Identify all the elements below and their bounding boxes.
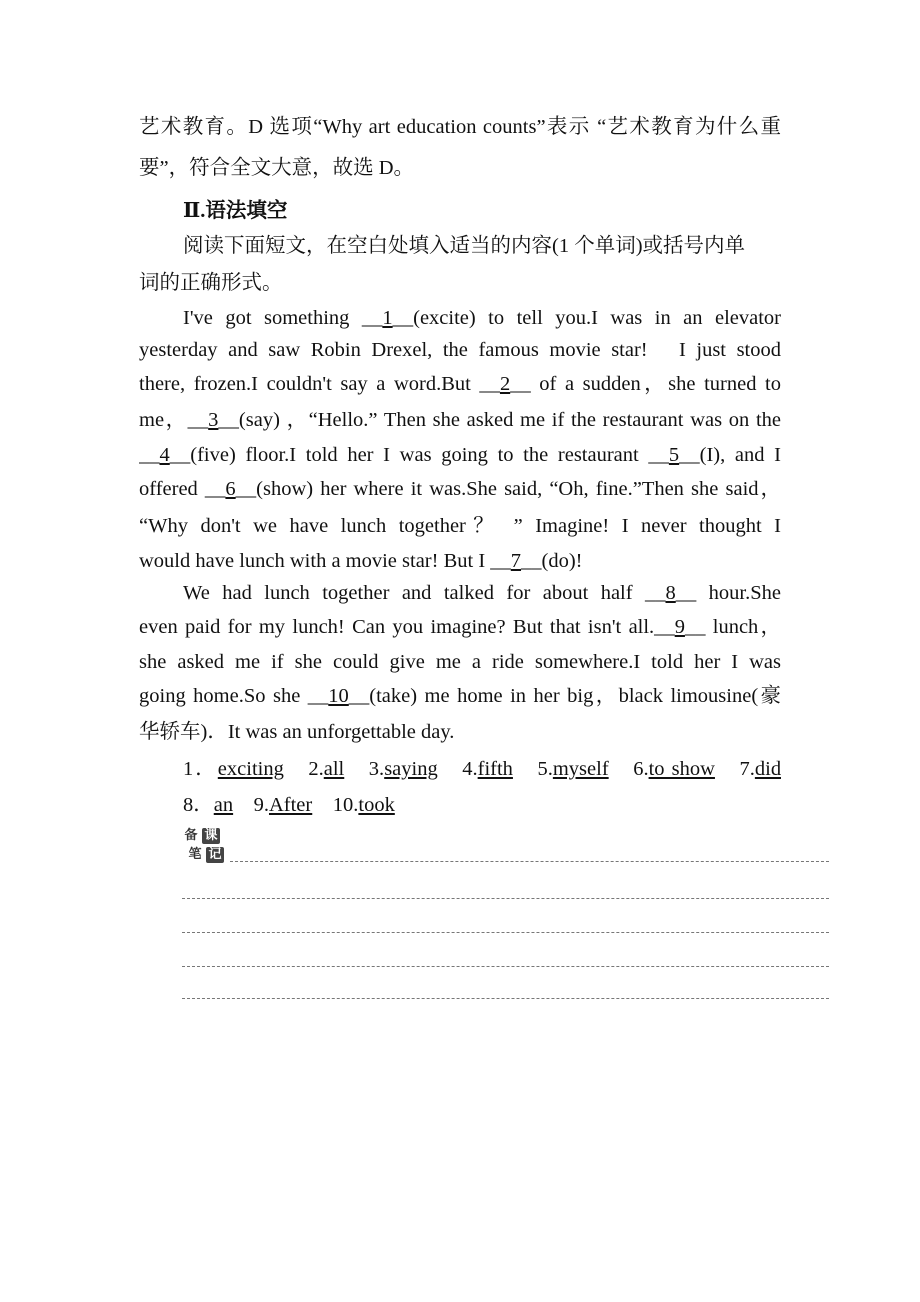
text-line [139, 614, 781, 640]
text-segment: __(say) ，“Hello.” Then she asked me if the restaurant was on the [218, 409, 781, 431]
text-segment: “Why don't we have lunch together？ ” Imagine! I never thought I [139, 515, 781, 537]
text-line [139, 683, 781, 709]
text-segment: __(take) me home in her big，black limousine(豪 [348, 685, 781, 707]
text-line [183, 580, 781, 606]
answer-blank: 9 [674, 616, 685, 638]
text-segment: I've got something __ [183, 307, 383, 329]
text-segment: 6. [608, 758, 649, 780]
text-line [139, 270, 781, 296]
text-segment: 5. [512, 758, 553, 780]
answer-blank: 1 [382, 307, 393, 329]
text-segment: 阅读下面短文，在空白处填入适当的内容(1 个单词)或括号内单 [183, 235, 746, 257]
note-line [230, 861, 829, 862]
text-line [139, 719, 781, 745]
text-segment: offered __ [139, 478, 226, 500]
notes-icon-char: 备 [184, 828, 198, 843]
text-segment: __(show) her where it was.She said, “Oh, fine.”Then she said， [235, 478, 781, 500]
text-line [139, 513, 781, 539]
text-segment: 9. [233, 794, 269, 816]
answer-blank: 6 [225, 478, 236, 500]
text-segment: even paid for my lunch! Can you imagine? But that isn't all.__ [139, 616, 675, 638]
text-line [139, 114, 781, 140]
answer-blank: 4 [159, 444, 170, 466]
text-segment: yesterday and saw Robin Drexel, the famous movie star! I just stood [139, 339, 781, 361]
text-segment: __ [139, 444, 160, 466]
text-line [139, 649, 781, 675]
text-line [183, 756, 781, 782]
answer-blank: 8 [665, 582, 676, 604]
text-line [183, 792, 781, 818]
text-line [183, 305, 781, 331]
text-line [139, 407, 781, 433]
text-segment: __ lunch， [684, 616, 781, 638]
text-segment: __(do)! [521, 550, 583, 572]
note-line [182, 932, 829, 933]
answer-blank: to show [648, 758, 715, 780]
text-segment: 4. [437, 758, 478, 780]
text-line [183, 198, 781, 224]
text-segment: 3. [344, 758, 385, 780]
text-segment: going home.So she __ [139, 685, 329, 707]
answer-blank: all [323, 758, 345, 780]
text-segment: __ of a sudden，she turned to [510, 373, 781, 395]
note-line [182, 998, 829, 999]
text-line [139, 442, 781, 468]
answer-blank: 2 [499, 373, 511, 395]
text-line [183, 233, 781, 259]
text-segment: 7. [714, 758, 755, 780]
note-line [182, 898, 829, 899]
text-segment: Ⅱ.语法填空 [183, 200, 288, 222]
text-segment: 10. [312, 794, 359, 816]
text-segment: would have lunch with a movie star! But I __ [139, 550, 511, 572]
text-segment: __ hour.She [675, 582, 781, 604]
text-segment: __(I), and I [679, 444, 781, 466]
answer-blank: 10 [328, 685, 349, 707]
text-segment: 1． [183, 758, 218, 780]
answer-blank: 3 [208, 409, 219, 431]
text-segment: 2. [283, 758, 324, 780]
text-segment: 华轿车)．It was an unforgettable day. [139, 721, 455, 743]
answer-blank: 7 [510, 550, 522, 572]
answer-blank: took [358, 794, 395, 816]
answer-blank: After [268, 794, 313, 816]
text-segment: there, frozen.I couldn't say a word.But __ [139, 373, 500, 395]
text-segment: 艺术教育。D 选项“Why art education counts”表示 “艺术教育为什么重 [139, 116, 781, 138]
text-line [139, 371, 781, 397]
answer-blank: 5 [668, 444, 680, 466]
answer-blank: exciting [217, 758, 284, 780]
answer-blank: did [754, 758, 781, 780]
lesson-notes-icon [182, 828, 228, 868]
text-segment: 8． [183, 794, 214, 816]
answer-blank: an [213, 794, 234, 816]
text-segment: she asked me if she could give me a ride somewhere.I told her I was [139, 651, 781, 673]
answer-blank: saying [384, 758, 438, 780]
text-line [139, 548, 781, 574]
text-line [139, 155, 781, 181]
note-line [182, 966, 829, 967]
notes-icon-char: 课 [202, 828, 220, 844]
text-line [139, 337, 781, 363]
answer-blank: fifth [477, 758, 513, 780]
text-segment: We had lunch together and talked for about half __ [183, 582, 666, 604]
notes-icon-char: 记 [206, 847, 224, 863]
text-segment: 词的正确形式。 [139, 272, 283, 294]
text-segment: me，__ [139, 409, 209, 431]
answer-blank: myself [552, 758, 609, 780]
notes-icon-char: 笔 [188, 847, 202, 862]
text-line [139, 476, 781, 502]
text-segment: __(excite) to tell you.I was in an elevator [392, 307, 781, 329]
text-segment: __(five) floor.I told her I was going to the restaurant __ [169, 444, 669, 466]
text-segment: 要”，符合全文大意，故选 D。 [139, 157, 415, 179]
